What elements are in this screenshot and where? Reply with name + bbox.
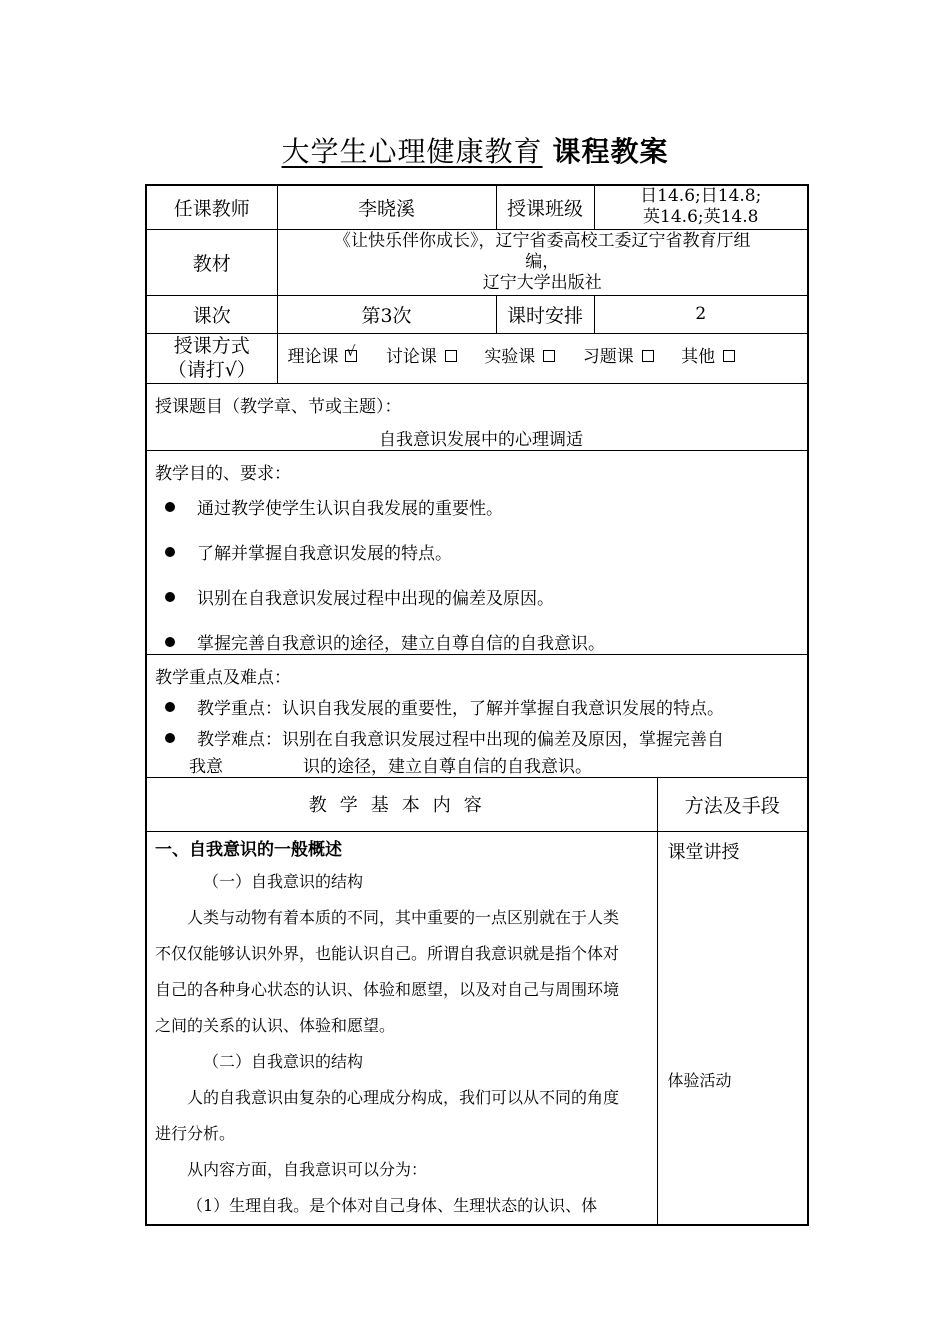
paragraph-line: 之间的关系的认识、体验和愿望。 xyxy=(155,1015,396,1035)
paragraph-line: 进行分析。 xyxy=(155,1123,236,1143)
textbook-line-3: 辽宁大学出版社 xyxy=(482,272,602,293)
bullet-icon xyxy=(165,592,175,602)
method-option-theory[interactable] xyxy=(288,342,359,367)
class-line-1: 日14.6;日14.8; xyxy=(640,186,762,207)
objectives-label: 教学目的、要求： xyxy=(155,463,291,484)
hours-value: 2 xyxy=(594,295,808,333)
class-value xyxy=(594,185,808,229)
checkbox[interactable] xyxy=(723,350,735,362)
topic-cell xyxy=(146,383,808,450)
method-options xyxy=(277,333,808,383)
keypoints-label: 教学重点及难点： xyxy=(155,667,291,688)
teacher-value: 李晓溪 xyxy=(277,185,496,229)
paragraph-line: 人类与动物有着本质的不同，其中重要的一点区别就在于人类 xyxy=(187,907,620,927)
class-line-2: 英14.6;英14.8 xyxy=(643,207,759,228)
bullet-icon xyxy=(165,502,175,512)
textbook-line-1: 《让快乐伴你成长》，辽宁省委高校工委辽宁省教育厅组 xyxy=(334,230,751,251)
method-label-line-2: （请打√） xyxy=(167,359,256,381)
method-activity: 体验活动 xyxy=(667,1070,732,1090)
objective-item: 了解并掌握自我意识发展的特点。 xyxy=(155,539,807,564)
checkbox[interactable] xyxy=(543,350,555,362)
topic-value: 自我意识发展中的心理调适 xyxy=(379,429,583,450)
bullet-icon xyxy=(165,733,175,743)
paragraph-line: 人的自我意识由复杂的心理成分构成，我们可以从不同的角度 xyxy=(187,1087,620,1107)
title-suffix: 课程教案 xyxy=(552,135,669,168)
method-option-label: 实验课 xyxy=(484,346,536,367)
class-label: 授课班级 xyxy=(496,185,594,229)
checkbox[interactable] xyxy=(642,350,654,362)
method-option-label: 理论课 xyxy=(287,346,339,367)
method-option-lab[interactable] xyxy=(484,342,555,367)
method-cell xyxy=(657,831,808,1225)
check-mark-icon: √ xyxy=(346,343,356,360)
keypoint-item: 教学重点：认识自我发展的重要性，了解并掌握自我意识发展的特点。 xyxy=(155,694,807,719)
method-option-label: 习题课 xyxy=(582,346,634,367)
keypoints-cell xyxy=(146,654,808,777)
objectives-cell xyxy=(146,450,808,654)
lesson-label: 课次 xyxy=(146,295,277,333)
lesson-value: 第3次 xyxy=(277,295,496,333)
paragraph-line: 不仅仅能够认识外界，也能认识自己。所谓自我意识就是指个体对 xyxy=(155,943,620,963)
method-option-other[interactable] xyxy=(681,342,735,367)
objective-item: 识别在自我意识发展过程中出现的偏差及原因。 xyxy=(155,584,807,609)
objective-item: 通过教学使学生认识自我发展的重要性。 xyxy=(155,494,807,519)
paragraph-line: 自己的各种身心状态的认识、体验和愿望，以及对自己与周围环境 xyxy=(155,979,620,999)
method-option-label: 其他 xyxy=(681,346,716,367)
keypoint-item: 教学难点：识别在自我意识发展过程中出现的偏差及原因，掌握完善自 xyxy=(155,725,807,750)
bullet-icon xyxy=(165,547,175,557)
method-option-exercise[interactable] xyxy=(583,342,654,367)
paragraph-line: （1）生理自我。是个体对自己身体、生理状态的认识、体 xyxy=(187,1195,598,1215)
textbook-value xyxy=(277,229,808,295)
bullet-icon xyxy=(165,702,175,712)
section-heading: 一、自我意识的一般概述 xyxy=(155,839,342,860)
title-course: 大学生心理健康教育 xyxy=(281,135,543,168)
content-header: 教学基本内容 xyxy=(146,777,657,831)
objective-item: 掌握完善自我意识的途径，建立自尊自信的自我意识。 xyxy=(155,629,807,654)
content-cell xyxy=(146,831,657,1225)
method-label xyxy=(146,333,277,383)
method-option-discussion[interactable] xyxy=(386,342,457,367)
lesson-plan-table xyxy=(145,184,809,1226)
paragraph-line: 从内容方面，自我意识可以分为： xyxy=(187,1159,428,1179)
bullet-icon xyxy=(165,637,175,647)
method-header: 方法及手段 xyxy=(657,777,808,831)
hours-label: 课时安排 xyxy=(496,295,594,333)
checkbox[interactable] xyxy=(445,350,457,362)
subsection-heading: （一）自我意识的结构 xyxy=(203,871,364,891)
textbook-label: 教材 xyxy=(146,229,277,295)
keypoint-item-continued: 我意 识的途径，建立自尊自信的自我意识。 xyxy=(189,756,592,777)
subsection-heading: （二）自我意识的结构 xyxy=(203,1051,364,1071)
page-title xyxy=(0,130,950,170)
method-label-line-1: 授课方式 xyxy=(173,335,250,357)
teacher-label: 任课教师 xyxy=(146,185,277,229)
textbook-line-2: 编， xyxy=(525,251,560,272)
method-option-label: 讨论课 xyxy=(385,346,437,367)
method-lecture: 课堂讲授 xyxy=(667,841,740,863)
topic-label: 授课题目（教学章、节或主题）： xyxy=(155,396,402,417)
